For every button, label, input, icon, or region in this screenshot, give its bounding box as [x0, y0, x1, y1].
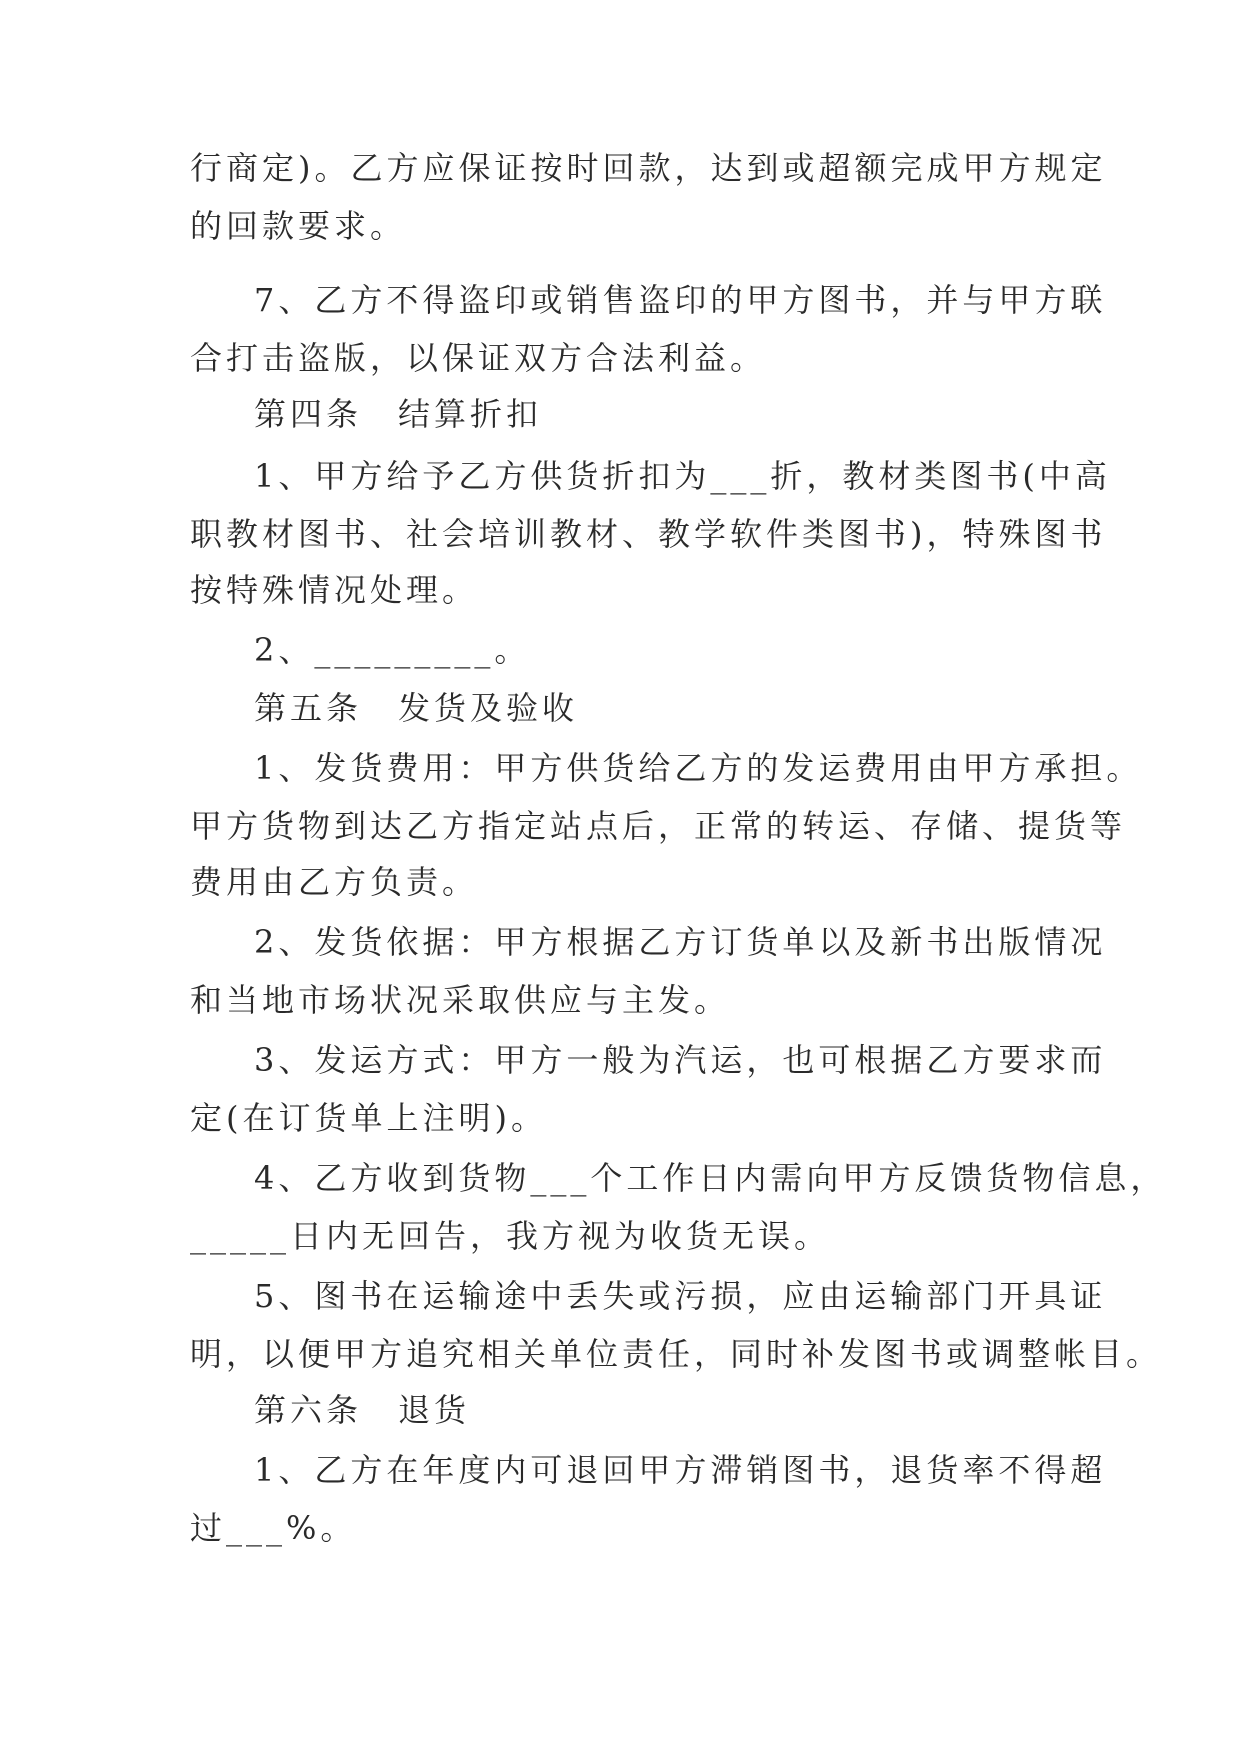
paragraph-line: 1、甲方给予乙方供货折扣为___折，教材类图书(中高	[254, 457, 1111, 495]
paragraph-line: 4、乙方收到货物___个工作日内需向甲方反馈货物信息，	[254, 1159, 1167, 1197]
paragraph-line: 费用由乙方负责。	[190, 863, 479, 901]
paragraph-line: 和当地市场状况采取供应与主发。	[190, 981, 731, 1019]
paragraph-line: 7、乙方不得盗印或销售盗印的甲方图书，并与甲方联	[254, 281, 1107, 319]
paragraph-line: 2、_________。	[254, 631, 531, 669]
paragraph-line: 甲方货物到达乙方指定站点后，正常的转运、存储、提货等	[190, 807, 1127, 845]
section-heading: 第五条 发货及验收	[254, 689, 579, 727]
paragraph-line: 的回款要求。	[190, 207, 407, 245]
paragraph-line: 2、发货依据：甲方根据乙方订货单以及新书出版情况	[254, 923, 1107, 961]
paragraph-line: _____日内无回告，我方视为收货无误。	[190, 1217, 831, 1255]
paragraph-line: 1、乙方在年度内可退回甲方滞销图书，退货率不得超	[254, 1451, 1107, 1489]
paragraph-line: 行商定)。乙方应保证按时回款，达到或超额完成甲方规定	[190, 149, 1107, 187]
paragraph-line: 过___%。	[190, 1509, 357, 1547]
section-heading: 第六条 退货	[254, 1391, 471, 1429]
paragraph-line: 按特殊情况处理。	[190, 571, 479, 609]
paragraph-line: 5、图书在运输途中丢失或污损，应由运输部门开具证	[254, 1277, 1107, 1315]
paragraph-line: 定(在订货单上注明)。	[190, 1099, 547, 1137]
paragraph-line: 3、发运方式：甲方一般为汽运，也可根据乙方要求而	[254, 1041, 1107, 1079]
paragraph-line: 合打击盗版，以保证双方合法利益。	[190, 339, 767, 377]
section-heading: 第四条 结算折扣	[254, 395, 543, 433]
paragraph-line: 职教材图书、社会培训教材、教学软件类图书)，特殊图书	[190, 515, 1107, 553]
paragraph-line: 1、发货费用：甲方供货给乙方的发运费用由甲方承担。	[254, 749, 1143, 787]
paragraph-line: 明，以便甲方追究相关单位责任，同时补发图书或调整帐目。	[190, 1335, 1163, 1373]
